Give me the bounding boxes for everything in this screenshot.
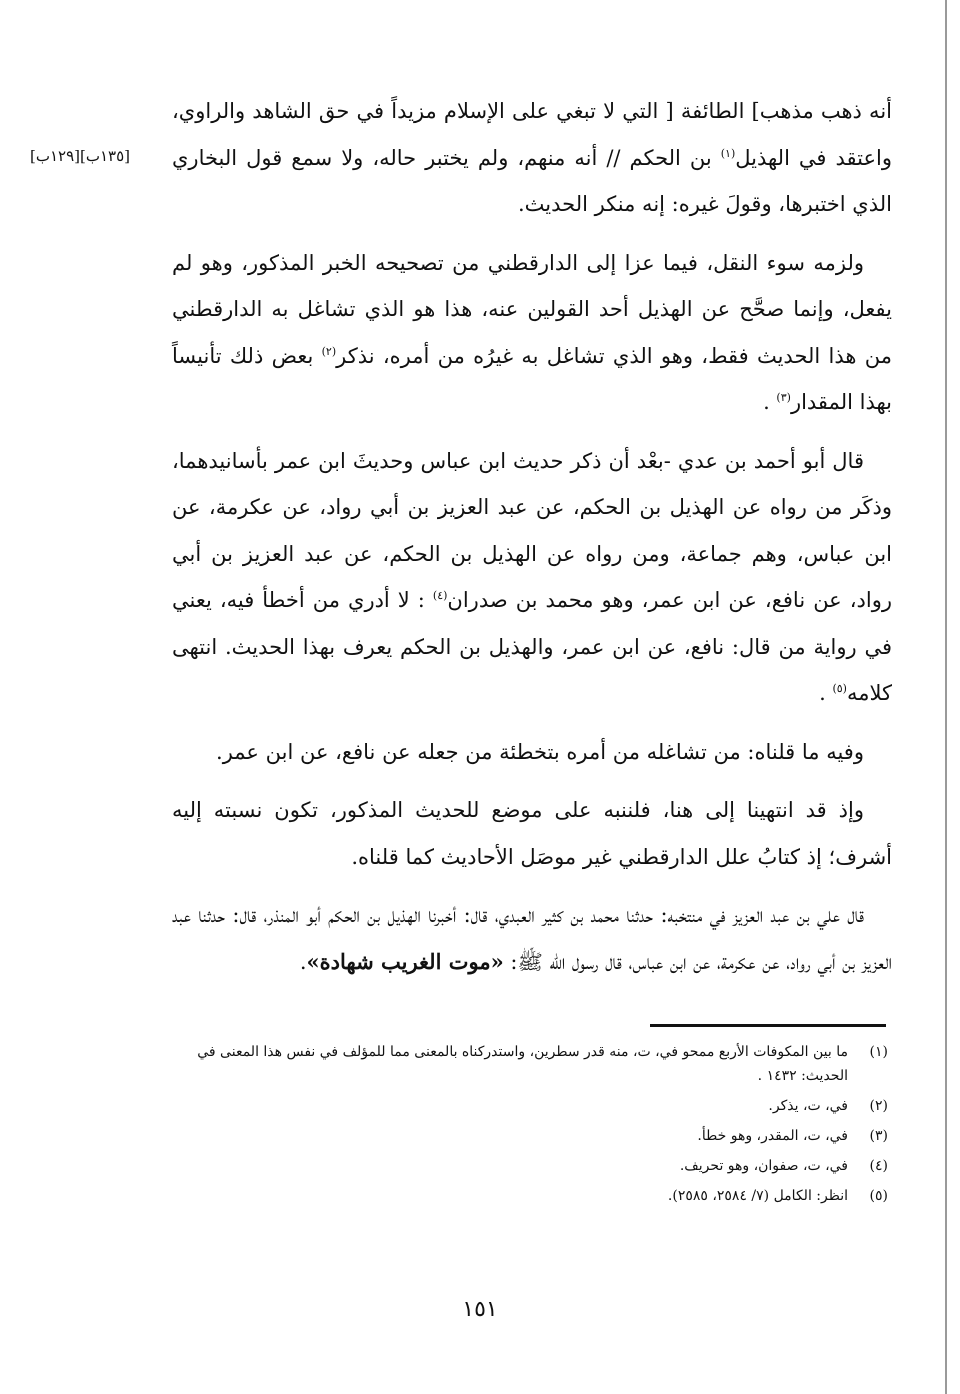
paragraph-text: . [819, 681, 833, 705]
page-number: ١٥١ [462, 1297, 498, 1322]
footnote-number: (٤) [869, 1158, 888, 1174]
footnote [172, 1154, 888, 1178]
paragraph-text: ولزمه سوء النقل، فيما عزا إلى الدارقطني من تصحيحه الخبر المذكور، وهو لم يفعل، وإنما صحَّح عن الهذيل أحد القولين عنه، هذا هو الذي تشاغل به الدارقطني من هذا الحديث فقط، وهو الذي تشاغل به غيرُه من أمره، نذكر [172, 250, 892, 368]
paragraph [172, 892, 892, 985]
paragraph-text: وفيه ما قلناه: من تشاغله من أمره بتخطئة من جعله عن نافع، عن ابن عمر. [216, 739, 864, 764]
footnote [172, 1040, 888, 1088]
footnote-text: انظر: الكامل (٧/ ٢٥٨٤، ٢٥٨٥). [667, 1188, 848, 1204]
paragraph-text: : لا أدري من أخطأ فيه، يعني في رواية من قال: نافع، عن ابن عمر، والهذيل بن الحكم يعرف بهذا الحديث. انتهى كلامه [172, 588, 892, 705]
page-edge-rule [945, 0, 947, 1394]
hadith-quote: «موت الغريب شهادة» [306, 948, 504, 974]
paragraph-text: قال علي بن عبد العزيز في منتخبه: حدثنا محمد بن كثير العبدي، قال: أخبرنا الهذيل بن الحكم أبو المنذر، قال: حدثنا عبد العزيز بن أبي رواد، عن عكرمة، عن ابن عباس، قال رسول الله ﷺ: [172, 903, 892, 974]
main-text-body [172, 88, 892, 997]
paragraph-text: . [763, 390, 777, 414]
footnote-number: (٥) [869, 1188, 888, 1204]
footnote [172, 1184, 888, 1208]
footnote-text: في، ت، المقدر، وهو خطأ. [697, 1128, 848, 1144]
paragraph-text: قال أبو أحمد بن عدي -بعْد أن ذكر حديث ابن عباس وحديثَ ابن عمر بأسانيدهما، وذكَر من رواه عن الهذيل بن الحكم، عن عبد العزيز بن أبي رواد، عن عكرمة، عن ابن عباس، وهم جماعة، ومن رواه عن الهذيل بن الحكم، عن عبد العزيز بن أبي رواد، عن نافع، عن ابن عمر، وهو محمد بن صدران [172, 448, 892, 612]
footnote-text: في، ت، صفوان، وهو تحريف. [679, 1158, 848, 1174]
paragraph-text: بعض ذلك تأنيساً بهذا المقدار [172, 343, 892, 414]
footnote-marker: (٣) [776, 391, 791, 404]
paragraph [172, 787, 892, 880]
footnote-number: (٢) [869, 1098, 888, 1114]
footnote-separator [650, 1024, 886, 1027]
paragraph [172, 240, 892, 426]
footnote-number: (١) [869, 1044, 888, 1060]
footnote-marker: (١) [720, 146, 736, 160]
footnote-marker: (٥) [832, 682, 847, 695]
paragraph [172, 88, 892, 228]
paragraph-text: . [299, 949, 307, 974]
manuscript-folio-note: [١٣٥ب][١٢٩ب] [30, 147, 131, 165]
footnote [172, 1094, 888, 1118]
footnote-text: ما بين المكوفات الأربع ممحو في، ت، منه قدر سطرين، واستدركناه بالمعنى مما للمؤلف في نفس هذا المعنى في الحديث: ١٤٣٢ . [197, 1044, 848, 1084]
paragraph [172, 438, 892, 717]
footnote-marker: (٢) [321, 344, 337, 358]
paragraph-text: بن الحكم // أنه منهم، ولم يختبر حاله، ولا سمع قول البخاري الذي اختبرها، وقولَ غيره: إنه منكر الحديث. [172, 145, 892, 216]
paragraph-text: أنه ذهب مذهب] الطائفة [ التي لا تبغي على الإسلام مزيداً في حق الشاهد والراوي، واعتقد في الهذيل [172, 99, 892, 170]
footnote-marker: (٤) [432, 589, 448, 602]
footnotes-section [172, 1040, 888, 1214]
footnote-text: في، ت، يذكر. [768, 1098, 848, 1114]
paragraph-text: وإذ قد انتهينا إلى هنا، فلننبه على موضع للحديث المذكور، تكون نسبته إليه أشرف؛ إذ كتابُ علل الدارقطني غير موصَل الأحاديث كما قلناه. [172, 798, 892, 869]
footnote [172, 1124, 888, 1148]
paragraph [172, 729, 892, 776]
footnote-number: (٣) [869, 1128, 888, 1144]
